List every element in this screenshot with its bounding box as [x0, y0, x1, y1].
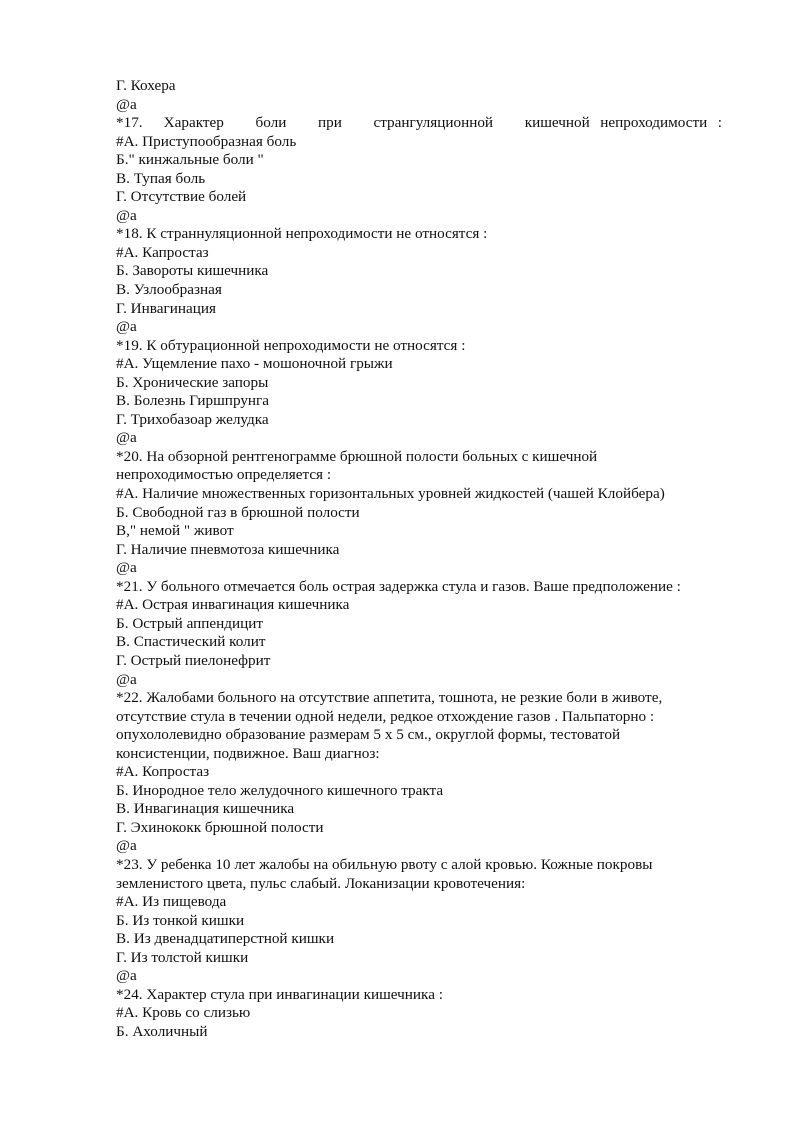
option-line: Г. Трихобазоар желудка: [116, 410, 269, 428]
option-line: #А. Наличие множественных горизонтальных уровней жидкостей (чашей Клойбера): [116, 485, 665, 503]
option-line: Б. Завороты кишечника: [116, 262, 269, 280]
question-17: *17. Характер боли при странгуляционной кишечной непроходимости :: [116, 114, 722, 132]
option-line: Г. Эхинококк брюшной полости: [116, 818, 324, 836]
option-line: Г. Отсутствие болей: [116, 188, 247, 206]
answer-marker: @а: [116, 318, 137, 336]
option-line: #А. Острая инвагинация кишечника: [116, 596, 350, 614]
option-line: В. Болезнь Гиршпрунга: [116, 392, 270, 410]
question-23: *23. У ребенка 10 лет жалобы на обильную рвоту с алой кровью. Кожные покровы: [116, 855, 653, 873]
option-line: В," немой " живот: [116, 522, 234, 540]
answer-marker: @а: [116, 95, 137, 113]
question-19: *19. К обтурационной непроходимости не относятся :: [116, 336, 466, 354]
question-22-cont: консистенции, подвижное. Ваш диагноз:: [116, 744, 380, 762]
answer-marker: @а: [116, 837, 137, 855]
document-page: [116, 77, 722, 1041]
option-line: Б. Инородное тело желудочного кишечного тракта: [116, 781, 444, 799]
option-line: В. Из двенадцатиперстной кишки: [116, 930, 335, 948]
option-line: Б. Хронические запоры: [116, 373, 269, 391]
answer-marker: @а: [116, 670, 137, 688]
option-line: В. Тупая боль: [116, 169, 206, 187]
question-22: *22. Жалобами больного на отсутствие аппетита, тошнота, не резкие боли в животе,: [116, 689, 663, 707]
answer-marker: @а: [116, 429, 137, 447]
option-line: Г. Инвагинация: [116, 299, 216, 317]
option-line: В. Спастический колит: [116, 633, 266, 651]
option-line: Г. Острый пиелонефрит: [116, 651, 271, 669]
question-22-cont: опухололевидно образование размерам 5 х 5 см., округлой формы, тестоватой: [116, 726, 621, 744]
answer-marker: @а: [116, 559, 137, 577]
option-line: #А. Копростаз: [116, 763, 210, 781]
answer-marker: @а: [116, 206, 137, 224]
option-line: Б." кинжальные боли ": [116, 151, 264, 169]
answer-line: Г. Кохера: [116, 77, 176, 94]
option-line: Б. Из тонкой кишки: [116, 911, 245, 929]
option-line: Г. Наличие пневмотоза кишечника: [116, 540, 340, 558]
question-21: *21. У больного отмечается боль острая задержка стула и газов. Ваше предположение :: [116, 577, 681, 595]
option-line: #А. Приступообразная боль: [116, 132, 297, 150]
option-line: #А. Ущемление пахо - мошоночной грыжи: [116, 355, 393, 373]
question-20-cont: непроходимостью определяется :: [116, 466, 332, 484]
option-line: Б. Ахоличный: [116, 1022, 208, 1040]
option-line: Б. Острый аппендицит: [116, 614, 263, 632]
option-line: Г. Из толстой кишки: [116, 948, 249, 966]
question-18: *18. К страннуляционной непроходимости не относятся :: [116, 225, 488, 243]
question-22-cont: отсутствие стула в течении одной недели, редкое отхождение газов . Пальпаторно :: [116, 707, 655, 725]
option-line: #А. Из пищевода: [116, 893, 227, 911]
answer-marker: @а: [116, 967, 137, 985]
option-line: #А. Кровь со слизью: [116, 1004, 251, 1022]
option-line: В. Инвагинация кишечника: [116, 800, 295, 818]
question-24: *24. Характер стула при инвагинации кишечника :: [116, 985, 443, 1003]
question-20: *20. На обзорной рентгенограмме брюшной полости больных с кишечной: [116, 447, 598, 465]
option-line: Б. Свободной газ в брюшной полости: [116, 503, 360, 521]
question-23-cont: землениcтого цвета, пульс слабый. Локанизации кровотечения:: [116, 874, 526, 892]
option-line: В. Узлообразная: [116, 281, 222, 299]
option-line: #А. Капростаз: [116, 243, 209, 261]
